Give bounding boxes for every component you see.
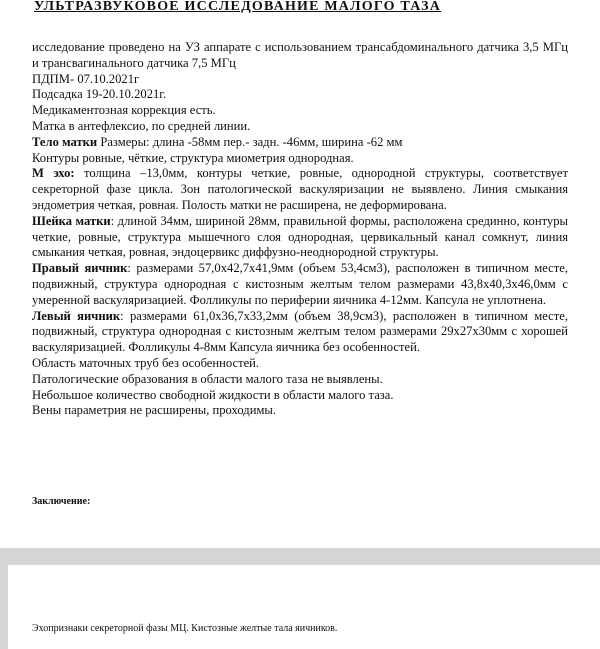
right-ovary-text: : размерами 57,0х42,7х41,9мм (объем 53,4см3), расположен в типичном месте, подвижный, структура однородная с кистозным желтым телом размерами 43,8х40,3х46,0мм с умеренной васкуляризацией. Фолликулы по периферии яичника 4-12мм. Капсула не уплотнена. <box>32 261 568 307</box>
cervix-text: : длиной 34мм, шириной 28мм, правильной формы, расположена срединно, контуры четкие, ровные, структура мышечного слоя однородная, цервикальный канал сомкнут, линия смыкания четкая, ровная, эндоцервикс диффузно-неоднородной структуры. <box>32 213 568 260</box>
transfer-line: Подсадка 19-20.10.2021г. <box>32 87 167 102</box>
conclusion-label: Заключение: <box>32 496 91 507</box>
cervix-label: Шейка матки <box>32 213 111 228</box>
right-ovary-paragraph <box>32 261 568 308</box>
left-ovary-paragraph <box>32 309 568 356</box>
report-page-2 <box>8 565 600 649</box>
m-echo-paragraph <box>32 166 568 213</box>
pdpm-line: ПДПМ- 07.10.2021г <box>32 71 140 86</box>
left-ovary-label: Левый яичник <box>32 308 121 323</box>
fluid-line: Небольшое количество свободной жидкости в области малого таза. <box>32 387 394 402</box>
tubes-line: Область маточных труб без особенностей. <box>32 355 260 370</box>
medication-line: Медикаментозная коррекция есть. <box>32 103 216 118</box>
report-body <box>32 40 568 419</box>
uterus-body-line <box>32 135 568 151</box>
m-echo-text: толщина –13,0мм, контуры четкие, ровные, однородной структуры, соответствует секреторной фазе цикла. Зон патологической васкуляризации не выявлено. Линия смыкания эндометрия четкая, ровная. Полость матки не расширена, не деформирована. <box>32 166 569 212</box>
left-ovary-text: : размерами 61,0х36,7х33,2мм (объем 38,9см3), расположен в типичном месте, подвижный, структура однородная с кистозным желтым телом размерами 29х27х30мм с хорошей васкуляризацией. Фолликулы 4-8мм Капсула яичника без особенностей. <box>32 308 568 355</box>
uterus-body-label: Тело матки <box>32 134 98 149</box>
uterus-position-line: Матка в антефлексио, по средней линии. <box>32 118 251 133</box>
uterus-contours-line: Контуры ровные, чёткие, структура миометрия однородная. <box>32 150 354 165</box>
conclusion-text: Эхопризнаки секреторной фазы МЦ. Кистозные желтые тала яичников. <box>32 623 338 634</box>
cervix-paragraph <box>32 214 568 261</box>
m-echo-label: М эхо: <box>32 166 75 181</box>
report-title: УЛЬТРАЗВУКОВОЕ ИССЛЕДОВАНИЕ МАЛОГО ТАЗА <box>34 0 442 14</box>
uterus-body-text: Размеры: длина -58мм пер.- задн. -46мм, ширина -62 мм <box>97 134 403 149</box>
veins-line: Вены параметрия не расширены, проходимы. <box>32 403 277 418</box>
right-ovary-label: Правый яичник <box>32 261 128 276</box>
pathology-line: Патологические образования в области малого таза не выявлены. <box>32 371 383 386</box>
intro-paragraph: исследование проведено на УЗ аппарате с использованием трансабдоминального датчика 3,5 МГц и трансвагинального датчика 7,5 МГц <box>32 40 568 70</box>
